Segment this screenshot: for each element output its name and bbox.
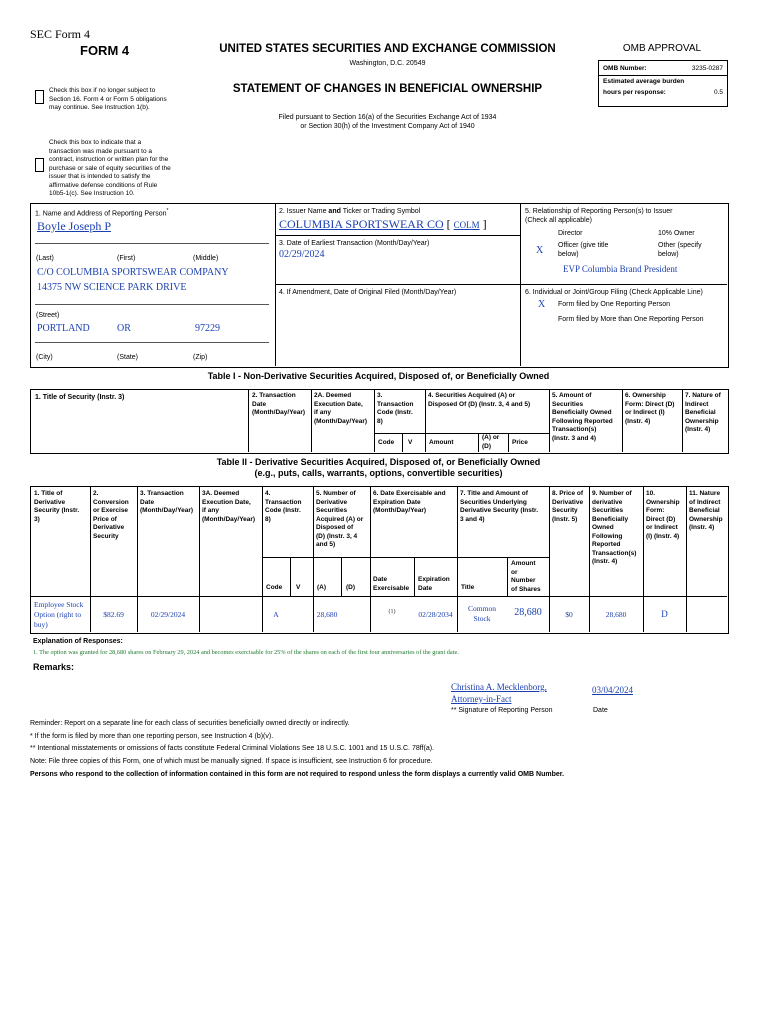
box1-label: 1. Name and Address of Reporting Person* xyxy=(35,208,169,218)
t1-col3-header: 3. Transaction Code (Instr. 8) xyxy=(377,392,414,425)
checkbox1-text: Check this box if no longer subject to Section 16. Form 4 or Form 5 obligations may continue. See Instruction 1(b). xyxy=(49,87,167,111)
t2-row-security-title: Employee Stock Option (right to buy) xyxy=(34,600,84,629)
t2-col9-header: 9. Number of derivative Securities Beneficially Owned Following Reported Transaction(s) (Instr. 4) xyxy=(592,490,637,565)
explanation-note-1: 1. The option was granted for 28,680 shares on February 29, 2024 and becomes exercisable for 25% of the shares on each of the first four anniversaries of the grant date. xyxy=(33,649,459,656)
middle-label: (Middle) xyxy=(193,255,219,262)
issuer-name: COLUMBIA SPORTSWEAR CO [ COLM ] xyxy=(279,217,487,231)
one-person-check-mark[interactable]: X xyxy=(538,299,546,310)
t2-row-underlying-title: Common Stock xyxy=(468,604,496,623)
zip-value: 97229 xyxy=(195,323,220,334)
table2-title: Table II - Derivative Securities Acquired, Disposed of, or Beneficially Owned (e.g., puts, calls, warrants, options, convertible securities) xyxy=(216,457,541,478)
filed-by-more-persons: Form filed by More than One Reporting Person xyxy=(558,316,704,323)
t2-row-ownership-form: D xyxy=(661,609,668,619)
t1-aord-header: (A) or (D) xyxy=(482,434,500,450)
omb-number-value: 3235-0287 xyxy=(691,65,723,72)
rule-10b5-1-checkbox[interactable] xyxy=(35,158,44,172)
box4-label: 4. If Amendment, Date of Original Filed (Month/Day/Year) xyxy=(279,289,457,296)
burden-label2: hours per response: xyxy=(603,89,666,96)
footnote-1: * If the form is filed by more than one reporting person, see Instruction 4 (b)(v). xyxy=(30,733,274,740)
t1-v-header: V xyxy=(408,439,413,446)
t2-col5-header: 5. Number of Derivative Securities Acquired (A) or Disposed of (D) (Instr. 3, 4 and 5) xyxy=(316,490,364,548)
t1-col1-header: 1. Title of Security (Instr. 3) xyxy=(35,394,125,401)
checkbox2-text: Check this box to indicate that a transaction was made pursuant to a contract, instruction or written plan for the purchase or sale of equity securities of the issuer that is intended to satisfy the affirmative defense conditions of Rule 10b5-1(c). See Instruction 10. xyxy=(49,139,171,197)
t2-row-underlying-amount: 28,680 xyxy=(514,607,542,618)
omb-notice: Persons who respond to the collection of information contained in this form are not required to respond unless the form displays a currently valid OMB Number. xyxy=(30,771,565,778)
other-label: Other (specify below) xyxy=(658,242,702,258)
footnote-2: ** Intentional misstatements or omissions of facts constitute Federal Criminal Violations See 18 U.S.C. 1001 and 15 U.S.C. 78ff(a). xyxy=(30,745,434,752)
t2-title-header: Title xyxy=(461,584,475,591)
t1-amount-header: Amount xyxy=(429,439,454,446)
signature-date: 03/04/2024 xyxy=(592,685,634,695)
sec-form-label: SEC Form 4 xyxy=(30,27,91,41)
omb-number-label: OMB Number: xyxy=(603,65,647,72)
t2-row-acquired: 28,680 xyxy=(316,610,338,619)
t2-col11-header: 11. Nature of Indirect Beneficial Ownership (Instr. 4) xyxy=(689,490,723,531)
address-line2: 14375 NW SCIENCE PARK DRIVE xyxy=(37,282,187,293)
state-value: OR xyxy=(117,323,131,334)
t2-date-exercisable-header: Date Exercisable xyxy=(373,576,410,592)
filed-pursuant-line2: or Section 30(h) of the Investment Company Act of 1940 xyxy=(300,123,475,130)
last-label: (Last) xyxy=(36,255,54,262)
date-label: Date xyxy=(593,707,608,714)
box3-label: 3. Date of Earliest Transaction (Month/Day/Year) xyxy=(279,240,430,247)
t2-row-transaction-date: 02/29/2024 xyxy=(150,610,186,619)
filed-pursuant-line1: Filed pursuant to Section 16(a) of the Securities Exchange Act of 1934 xyxy=(278,114,497,121)
t2-col4-header: 4. Transaction Code (Instr. 8) xyxy=(265,490,302,523)
t2-col7-header: 7. Title and Amount of Securities Underlying Derivative Security (Instr. 3 and 4) xyxy=(460,490,539,523)
t2-col1-header: 1. Title of Derivative Security (Instr. 3) xyxy=(34,490,80,523)
signature-label: ** Signature of Reporting Person xyxy=(451,707,553,714)
reminder-text: Reminder: Report on a separate line for each class of securities beneficially owned directly or indirectly. xyxy=(30,720,350,727)
t2-amount-shares-header: Amount or Number of Shares xyxy=(511,560,541,593)
earliest-transaction-date: 02/29/2024 xyxy=(279,249,325,260)
t2-row-expiration: 02/28/2034 xyxy=(418,610,453,619)
box5-label2: (Check all applicable) xyxy=(525,217,592,224)
t2-col2-header: 2. Conversion or Exercise Price of Derivative Security xyxy=(93,490,129,540)
no-longer-subject-checkbox[interactable] xyxy=(35,90,44,104)
t2-code-header: Code xyxy=(266,584,283,591)
t2-row-conversion-price: $82.69 xyxy=(103,610,124,619)
officer-check-mark[interactable]: X xyxy=(536,245,544,256)
t2-expiration-header: Expiration Date xyxy=(418,576,450,592)
table1-title: Table I - Non-Derivative Securities Acquired, Disposed of, or Beneficially Owned xyxy=(207,371,550,381)
commission-title: UNITED STATES SECURITIES AND EXCHANGE COMMISSION xyxy=(219,43,556,55)
footnote-3: Note: File three copies of this Form, one of which must be manually signed. If space is insufficient, see Instruction 6 for procedure. xyxy=(30,758,433,765)
burden-label1: Estimated average burden xyxy=(603,78,685,85)
t2-row-derivative-price: $0 xyxy=(565,610,573,619)
burden-value: 0.5 xyxy=(713,89,723,96)
reporting-person-name[interactable]: Boyle Joseph P xyxy=(37,219,112,233)
commission-location: Washington, D.C. 20549 xyxy=(349,60,426,67)
t2-col10-header: 10. Ownership Form: Direct (D) or Indirect (I) (Instr. 4) xyxy=(646,490,680,540)
city-value: PORTLAND xyxy=(37,323,90,334)
box2-label: 2. Issuer Name and Ticker or Trading Symbol xyxy=(279,208,421,215)
omb-box xyxy=(598,60,728,107)
t2-col3a-header: 3A. Deemed Execution Date, if any (Month/Day/Year) xyxy=(202,490,256,523)
t2-row-code: A xyxy=(273,610,279,619)
t2-v-header: V xyxy=(296,584,301,591)
box6-label: 6. Individual or Joint/Group Filing (Check Applicable Line) xyxy=(525,289,703,296)
t1-col2a-header: 2A. Deemed Execution Date, if any (Month/Day/Year) xyxy=(314,392,368,425)
statement-title: STATEMENT OF CHANGES IN BENEFICIAL OWNERSHIP xyxy=(232,83,543,95)
t1-col6-header: 6. Ownership Form: Direct (D) or Indirect (I) (Instr. 4) xyxy=(625,392,675,425)
director-label: Director xyxy=(558,230,583,237)
officer-label: Officer (give title below) xyxy=(558,242,609,258)
city-label: (City) xyxy=(36,354,53,361)
remarks-label: Remarks: xyxy=(33,662,75,672)
first-label: (First) xyxy=(117,255,136,262)
t1-code-header: Code xyxy=(378,439,395,446)
ten-percent-owner-label: 10% Owner xyxy=(658,230,695,237)
t1-price-header: Price xyxy=(512,439,528,446)
filed-by-one-person: Form filed by One Reporting Person xyxy=(558,301,671,308)
t2-col3-header: 3. Transaction Date (Month/Day/Year) xyxy=(140,490,194,514)
t2-row-owned-following: 28,680 xyxy=(605,610,627,619)
t2-d-header: (D) xyxy=(346,584,356,591)
box5-label1: 5. Relationship of Reporting Person(s) to Issuer xyxy=(525,208,673,215)
form-title: FORM 4 xyxy=(80,43,130,58)
address-line1: C/O COLUMBIA SPORTSWEAR COMPANY xyxy=(37,267,229,278)
officer-title: EVP Columbia Brand President xyxy=(563,264,678,274)
t1-col2-header: 2. Transaction Date (Month/Day/Year) xyxy=(252,392,306,416)
street-label: (Street) xyxy=(36,312,60,319)
explanation-label: Explanation of Responses: xyxy=(33,638,123,645)
t2-col8-header: 8. Price of Derivative Security (Instr. 5) xyxy=(552,490,584,523)
omb-approval-title: OMB APPROVAL xyxy=(622,43,702,54)
t2-col6-header: 6. Date Exercisable and Expiration Date (Month/Day/Year) xyxy=(373,490,446,514)
signature-name: Christina A. Mecklenborg, Attorney-in-Fact xyxy=(451,682,547,704)
t1-col5-header: 5. Amount of Securities Beneficially Owned Following Reported Transaction(s) (Instr. 3 and 4) xyxy=(552,392,613,442)
zip-label: (Zip) xyxy=(193,354,208,361)
t2-row-exercisable: (1) xyxy=(388,609,396,615)
t1-col7-header: 7. Nature of Indirect Beneficial Ownership (Instr. 4) xyxy=(685,392,721,433)
t2-a-header: (A) xyxy=(317,584,327,591)
state-label: (State) xyxy=(117,354,139,361)
t1-col4-header: 4. Securities Acquired (A) or Disposed Of (D) (Instr. 3, 4 and 5) xyxy=(428,392,531,408)
